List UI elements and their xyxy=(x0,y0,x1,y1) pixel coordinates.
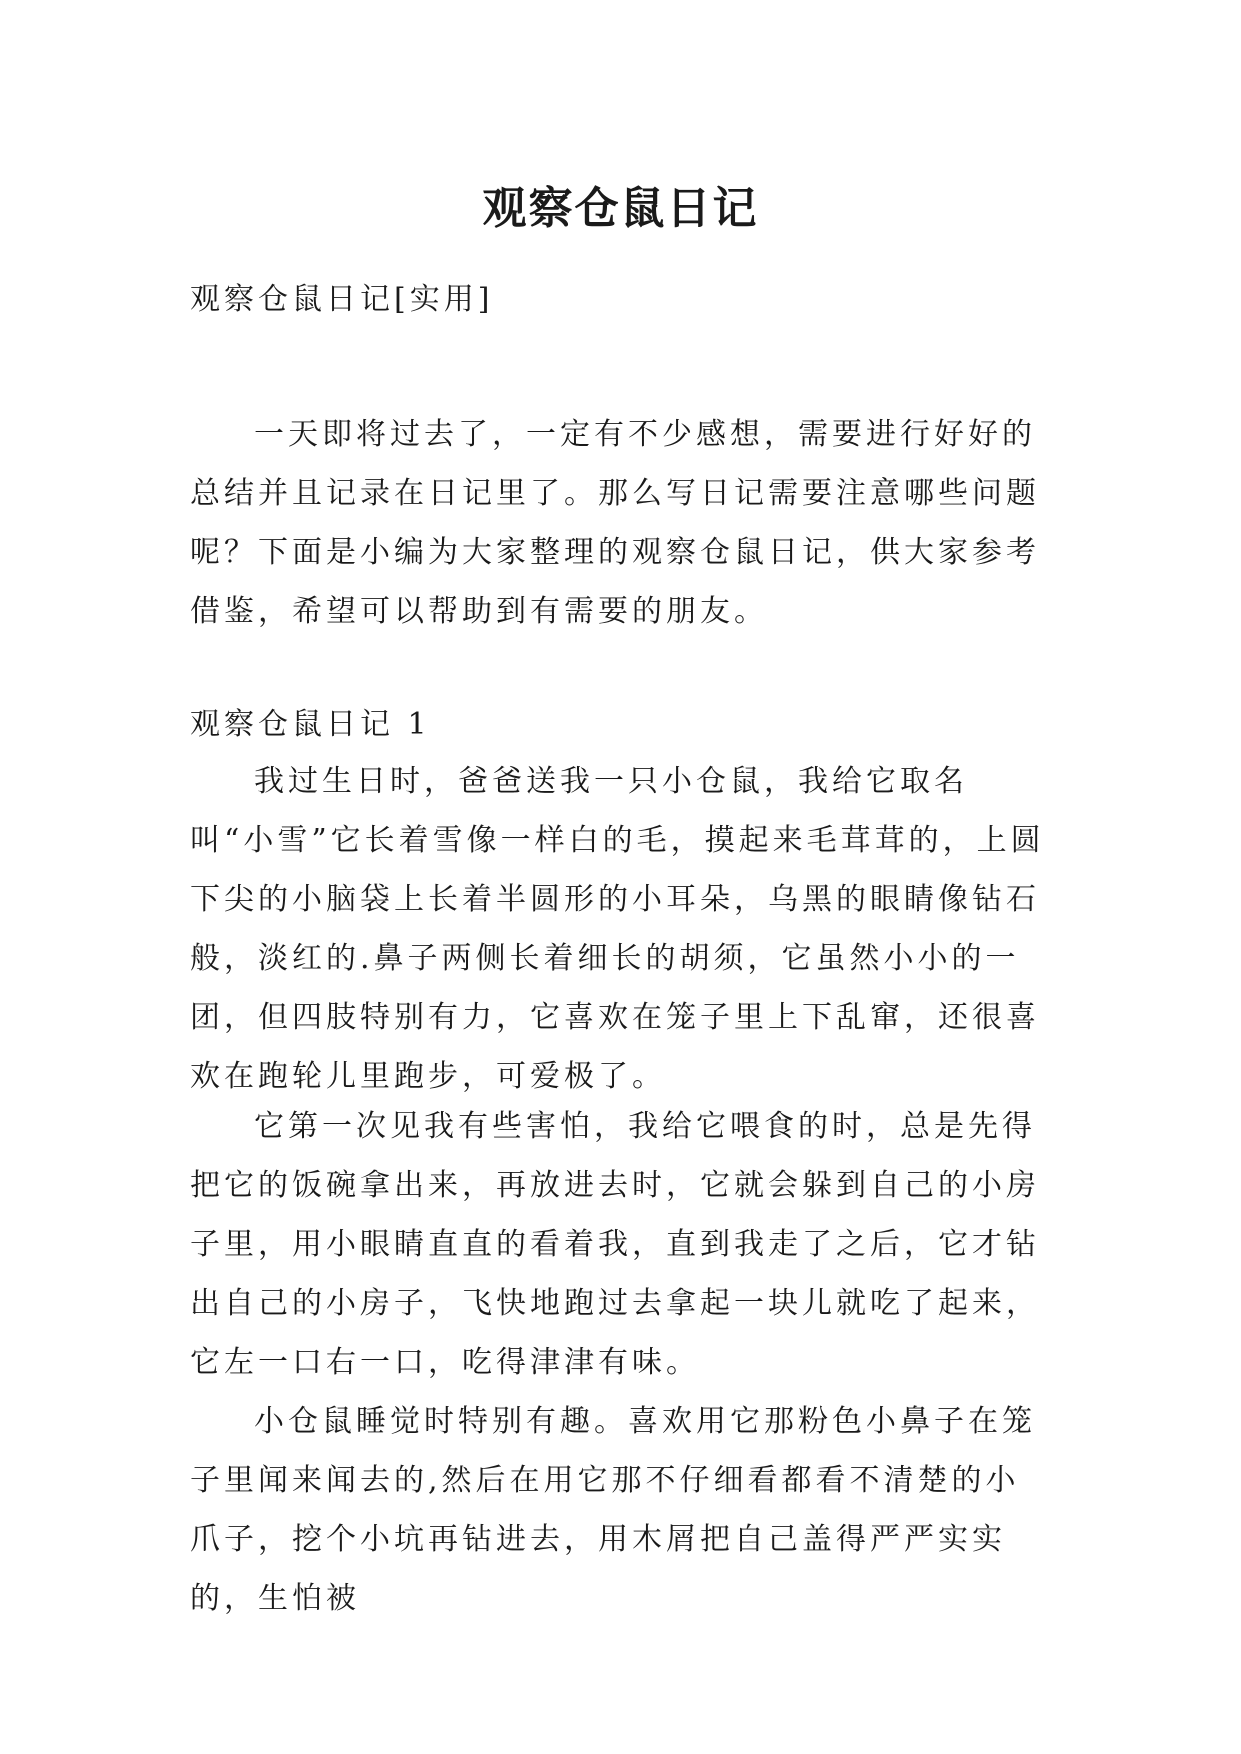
body-paragraph: 小仓鼠睡觉时特别有趣。喜欢用它那粉色小鼻子在笼子里闻来闻去的,然后在用它那不仔细看都看不清楚的小爪子，挖个小坑再钻进去，用木屑把自己盖得严严实实的，生怕被 xyxy=(190,1404,1036,1616)
body-paragraph: 它第一次见我有些害怕，我给它喂食的时，总是先得把它的饭碗拿出来，再放进去时，它就会躲到自己的小房子里，用小眼睛直直的看着我，直到我走了之后，它才钻出自己的小房子，飞快地跑过去拿起一块儿就吃了起来，它左一口右一口，吃得津津有味。 xyxy=(190,1109,1040,1380)
intro-paragraph: 一天即将过去了，一定有不少感想，需要进行好好的总结并且记录在日记里了。那么写日记需要注意哪些问题呢？下面是小编为大家整理的观察仓鼠日记，供大家参考借鉴，希望可以帮助到有需要的朋友。 xyxy=(190,417,1040,629)
page-title: 观察仓鼠日记 xyxy=(482,183,759,235)
body-paragraph: 我过生日时，爸爸送我一只小仓鼠，我给它取名叫“小雪”它长着雪像一样白的毛，摸起来毛茸茸的，上圆下尖的小脑袋上长着半圆形的小耳朵，乌黑的眼睛像钻石般，淡红的.鼻子两侧长着细长的胡须，它虽然小小的一团，但四肢特别有力，它喜欢在笼子里上下乱窜，还很喜欢在跑轮儿里跑步，可爱极了。 xyxy=(190,764,1045,1094)
document-subtitle: 观察仓鼠日记[实用] xyxy=(190,282,494,317)
section-heading: 观察仓鼠日记 1 xyxy=(190,707,431,742)
